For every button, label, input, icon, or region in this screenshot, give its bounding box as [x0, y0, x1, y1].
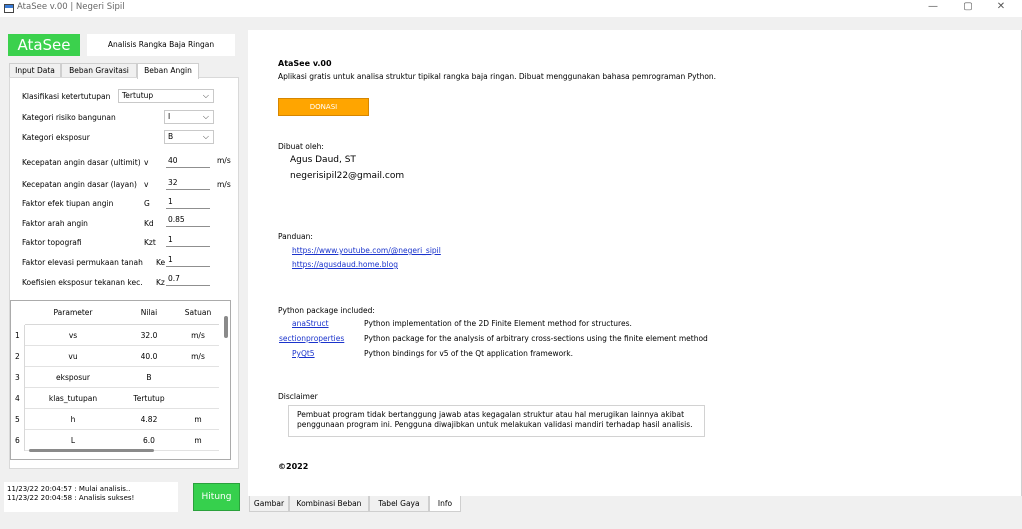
g-symbol: G — [144, 199, 150, 208]
g-input[interactable]: 1 — [166, 195, 210, 209]
kz-label: Koefisien eksposur tekanan kec. — [22, 278, 143, 287]
log-output — [4, 482, 178, 512]
log-line: 11/23/22 20:04:57 : Mulai analisis.. — [7, 485, 131, 493]
col-header-parameter[interactable]: Parameter — [25, 301, 121, 325]
youtube-link[interactable]: https://www.youtube.com/@negeri_sipil — [292, 246, 441, 255]
kzt-symbol: Kzt — [144, 238, 156, 247]
kzt-label: Faktor topografi — [22, 238, 82, 247]
tab-beban-angin[interactable]: Beban Angin — [137, 63, 199, 79]
maximize-button[interactable]: ▢ — [963, 1, 973, 12]
row-header[interactable]: 4 — [11, 388, 25, 409]
v-layan-unit: m/s — [217, 180, 231, 189]
g-label: Faktor efek tiupan angin — [22, 199, 114, 208]
row-header[interactable]: 6 — [11, 430, 25, 451]
table-cell[interactable]: eksposur — [25, 367, 121, 388]
kz-symbol: Kz — [156, 278, 165, 287]
dibuat-label: Dibuat oleh: — [278, 142, 324, 151]
table-cell[interactable]: B — [121, 367, 177, 388]
row-header[interactable]: 1 — [11, 325, 25, 346]
table-cell[interactable]: klas_tutupan — [25, 388, 121, 409]
table-cell[interactable]: h — [25, 409, 121, 430]
table-cell[interactable]: vs — [25, 325, 121, 346]
close-button[interactable]: ✕ — [996, 1, 1006, 12]
app-logo: AtaSee — [8, 34, 80, 56]
kd-symbol: Kd — [144, 219, 154, 228]
horizontal-scrollbar[interactable] — [29, 449, 154, 452]
risiko-value: I — [168, 112, 171, 121]
donasi-button[interactable]: DONASI — [278, 98, 369, 116]
app-subtitle: Analisis Rangka Baja Ringan — [87, 34, 235, 56]
eksposur-value: B — [168, 132, 174, 141]
table-cell[interactable]: 40.0 — [121, 346, 177, 367]
window-title: AtaSee v.00 | Negeri Sipil — [17, 2, 125, 12]
table-cell[interactable]: L — [25, 430, 121, 451]
col-header-satuan[interactable]: Satuan — [177, 301, 219, 325]
tab-info[interactable]: Info — [429, 496, 461, 512]
row-header[interactable]: 5 — [11, 409, 25, 430]
ke-input[interactable]: 1 — [166, 253, 210, 267]
tab-beban-gravitasi[interactable]: Beban Gravitasi — [61, 63, 137, 78]
chevron-down-icon: ⌵ — [202, 91, 209, 100]
chevron-down-icon: ⌵ — [202, 112, 209, 121]
klasifikasi-label: Klasifikasi ketertutupan — [22, 92, 111, 101]
kd-input[interactable]: 0.85 — [166, 213, 210, 227]
table-cell[interactable]: Tertutup — [121, 388, 177, 409]
info-panel — [248, 30, 1022, 496]
row-header[interactable]: 3 — [11, 367, 25, 388]
tab-input-data[interactable]: Input Data — [9, 63, 61, 78]
table-cell[interactable]: 4.82 — [121, 409, 177, 430]
app-icon — [4, 4, 14, 13]
v-layan-label: Kecepatan angin dasar (layan) — [22, 180, 137, 189]
row-header[interactable]: 2 — [11, 346, 25, 367]
disclaimer-text — [288, 405, 705, 437]
info-title: AtaSee v.00 — [278, 59, 332, 68]
kzt-input[interactable]: 1 — [166, 233, 210, 247]
klasifikasi-select[interactable] — [118, 89, 214, 103]
blog-link[interactable]: https://agusdaud.home.blog — [292, 260, 398, 269]
package-link-pyqt5[interactable]: PyQt5 — [292, 349, 315, 358]
log-line: 11/23/22 20:04:58 : Analisis sukses! — [7, 493, 135, 502]
disclaimer-line: penggunaan program ini. Pengguna diwajibkan untuk melakukan validasi mandiri terhadap hasil analisis. — [297, 420, 693, 429]
col-header-nilai[interactable]: Nilai — [121, 301, 177, 325]
tab-tabel-gaya[interactable]: Tabel Gaya — [369, 496, 429, 512]
table-cell[interactable] — [177, 388, 219, 409]
copyright: ©2022 — [278, 462, 309, 471]
results-table[interactable] — [10, 300, 231, 460]
tab-kombinasi-beban[interactable]: Kombinasi Beban — [289, 496, 369, 512]
disclaimer-label: Disclaimer — [278, 392, 318, 401]
ke-label: Faktor elevasi permukaan tanah — [22, 258, 143, 267]
risiko-label: Kategori risiko bangunan — [22, 113, 116, 122]
kz-input[interactable]: 0.7 — [166, 272, 210, 286]
hitung-button[interactable]: Hitung — [193, 483, 240, 511]
package-link-anastruct[interactable]: anaStruct — [292, 319, 329, 328]
panduan-label: Panduan: — [278, 232, 313, 241]
table-cell[interactable]: m/s — [177, 325, 219, 346]
eksposur-select[interactable] — [164, 130, 214, 144]
v-layan-symbol: v — [144, 180, 149, 189]
v-layan-input[interactable]: 32 — [166, 176, 210, 190]
info-description: Aplikasi gratis untuk analisa struktur tipikal rangka baja ringan. Dibuat menggunakan bahasa pemrograman Python. — [278, 72, 717, 81]
package-desc: Python implementation of the 2D Finite Element method for structures. — [364, 319, 632, 328]
disclaimer-line: Pembuat program tidak bertanggung jawab atas kegagalan struktur atau hal merugikan lainnya akibat — [297, 410, 685, 419]
table-cell[interactable]: 6.0 — [121, 430, 177, 451]
minimize-button[interactable]: — — [928, 1, 938, 12]
table-cell[interactable]: vu — [25, 346, 121, 367]
package-desc: Python bindings for v5 of the Qt application framework. — [364, 349, 573, 358]
risiko-select[interactable] — [164, 110, 214, 124]
title-bar — [0, 0, 1022, 17]
table-cell[interactable]: 32.0 — [121, 325, 177, 346]
vertical-scrollbar[interactable] — [224, 316, 228, 338]
table-cell[interactable]: m — [177, 409, 219, 430]
packages-label: Python package included: — [278, 306, 375, 315]
v-ultimit-label: Kecepatan angin dasar (ultimit) — [22, 158, 141, 167]
package-desc: Python package for the analysis of arbitrary cross-sections using the finite element method — [364, 334, 708, 343]
table-cell[interactable]: m — [177, 430, 219, 451]
v-ultimit-symbol: v — [144, 158, 149, 167]
ke-symbol: Ke — [156, 258, 166, 267]
klasifikasi-value: Tertutup — [122, 91, 154, 100]
eksposur-label: Kategori eksposur — [22, 133, 90, 142]
chevron-down-icon: ⌵ — [202, 132, 209, 141]
kd-label: Faktor arah angin — [22, 219, 88, 228]
v-ultimit-unit: m/s — [217, 156, 231, 165]
table-cell[interactable] — [177, 367, 219, 388]
author-name: Agus Daud, ST — [290, 155, 356, 165]
tab-gambar[interactable]: Gambar — [249, 496, 289, 512]
table-cell[interactable]: m/s — [177, 346, 219, 367]
package-link-sectionproperties[interactable]: sectionproperties — [279, 334, 345, 343]
v-ultimit-input[interactable]: 40 — [166, 154, 210, 168]
author-email: negerisipil22@gmail.com — [290, 171, 405, 181]
